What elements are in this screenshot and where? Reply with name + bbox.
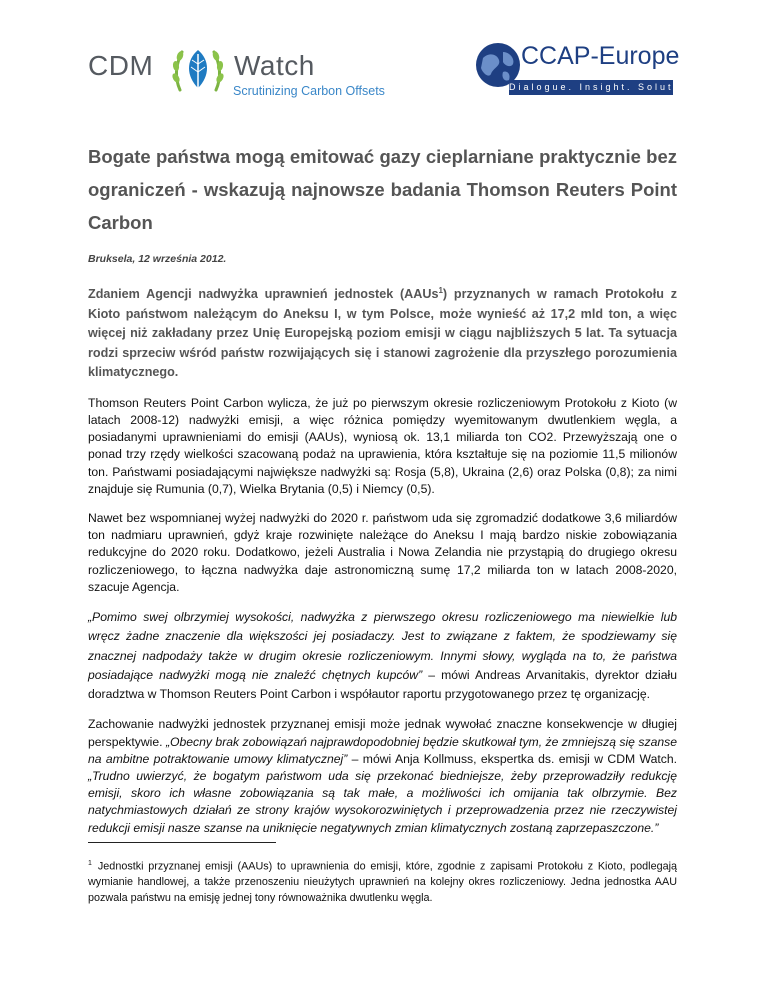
paragraph-4 — [88, 716, 677, 836]
leaf-wreath-icon — [166, 38, 230, 102]
quote-kollmuss-1: „Obecny brak zobowiązań najprawdopodobniej będzie skutkował tym, że zmniejszą się szanse na ambitne potraktowanie umowy klimatycznej” — [88, 734, 677, 766]
footnote-text: Jednostki przyznanej emisji (AAUs) to uprawnienia do emisji, które, zgodnie z zapisami Protokołu z Kioto, podlegają wymianie handlowej, a także przenoszeniu nieużytych uprawnień na kolejny okres rozliczeniowy. Jedna jednostka AAU pozwala państwu na emisję jednej tony równoważnika dwutlenku węgla. — [88, 860, 677, 904]
paragraph-4-intro: Zachowanie nadwyżki jednostek przyznanej emisji może jednak wywołać znaczne konsekwencje w długiej perspektywie. — [88, 717, 677, 749]
paragraph-3 — [88, 608, 677, 704]
article-title: Bogate państwa mogą emitować gazy cieplarniane praktycznie bez ograniczeń - wskazują najnowsze badania Thomson Reuters Point Carbon — [88, 146, 677, 233]
quote-kollmuss-attribution: – mówi Anja Kollmuss, ekspertka ds. emisji w CDM Watch. — [347, 751, 677, 766]
quote-attribution: – mówi Andreas Arvanitakis, dyrektor działu doradztwa w Thomson Reuters Point Carbon i współautor raportu przygotowanego przez tę organizację. — [88, 667, 677, 702]
ccap-title: CCAP-Europe — [521, 42, 680, 70]
ccap-tagline: Dialogue. Insight. Solutions. — [509, 80, 673, 95]
page-header — [0, 0, 768, 120]
lead-paragraph — [88, 281, 677, 383]
quote-arvanitakis: „Pomimo swej olbrzymiej wysokości, nadwyżka z pierwszego okresu rozliczeniowego ma niewielkie lub wręcz żadne znaczenie dla większości jej posiadaczy. Jest to związane z faktem, że spodziewamy się znacznej nadpodaży także w drugim okresie rozliczeniowym. Innymi słowy, wygląda na to, że państwa posiadające nadwyżki mogą nie znaleźć chętnych kupców” — [88, 609, 677, 682]
paragraph-2: Nawet bez wspomnianej wyżej nadwyżki do 2020 r. państwom uda się zgromadzić dodatkowe 3,6 miliardów ton nadmiaru uprawnień, gdyż kraje rozwinięte należące do Aneksu I mają bardzo niskie zobowiązania redukcyjne do 2020 roku. Dodatkowo, jeżeli Australia i Nowa Zelandia nie przystąpią do drugiego okresu rozliczeniowego, to łączna nadwyżka daje astronomiczną sumę 17,2 miliarda ton w latach 2008-2020, szacuje Agencja. — [88, 510, 677, 594]
cdm-tagline: Scrutinizing Carbon Offsets — [233, 84, 385, 98]
footnote-marker: 1 — [88, 860, 92, 867]
article — [88, 140, 677, 837]
footnote — [88, 856, 677, 906]
ccap-europe-logo — [473, 38, 708, 100]
cdm-watch-logo — [88, 38, 385, 100]
watch-logo-text: Watch — [234, 50, 315, 81]
quote-kollmuss-2: „Trudno uwierzyć, że bogatym państwom uda się przekonać biedniejsze, żeby przeprowadziły redukcję emisji, skoro ich własne zobowiązania są tak małe, a możliwości ich omijania tak olbrzymie. Bez natychmiastowych działań ze strony krajów wysokorozwiniętych i przeprowadzenia przez nie rzeczywistej redukcji emisji nasze szanse na uniknięcie negatywnych zmian klimatycznych zostaną zaprzepaszczone.” — [88, 769, 677, 835]
lead-text-end: ) przyznanych w ramach Protokołu z Kioto państwom należącym do Aneksu I, w tym Polsce, może wynieść aż 17,2 mld ton, a więc więcej niż zakładany przez Unię Europejską poziom emisji w ciągu najbliższych 5 lat. Ta sytuacja rodzi sprzeciw wśród państw rozwijających się i stanowi zagrożenie dla przyszłego porozumienia klimatycznego. — [88, 287, 677, 380]
footnote-divider — [88, 842, 276, 843]
paragraph-1: Thomson Reuters Point Carbon wylicza, że już po pierwszym okresie rozliczeniowym Protokołu z Kioto (w latach 2008-12) nadwyżki emisji, a więc różnica pomiędzy wyemitowanym dwutlenkiem węgla, a posiadanymi uprawnieniami do emisji (AAUs), wyniosą ok. 13,1 miliarda ton CO2. Przewyższają one o ponad trzy rzędy wielkości szacowaną podaż na uprawienia, która kształtuje się na poziomie 11,5 milionów ton. Państwami posiadającymi największe nadwyżki są: Rosja (5,8), Ukraina (2,6) oraz Polska (0,8); za nimi znajduje się Rumunia (0,7), Wielka Brytania (0,5) i Niemcy (0,5). — [88, 395, 677, 496]
footnote-ref: 1 — [438, 286, 443, 295]
lead-text-start: Zdaniem Agencji nadwyżka uprawnień jednostek (AAUs — [88, 287, 439, 302]
cdm-logo-text: CDM — [88, 50, 154, 81]
article-date: Bruksela, 12 września 2012. — [88, 253, 227, 265]
